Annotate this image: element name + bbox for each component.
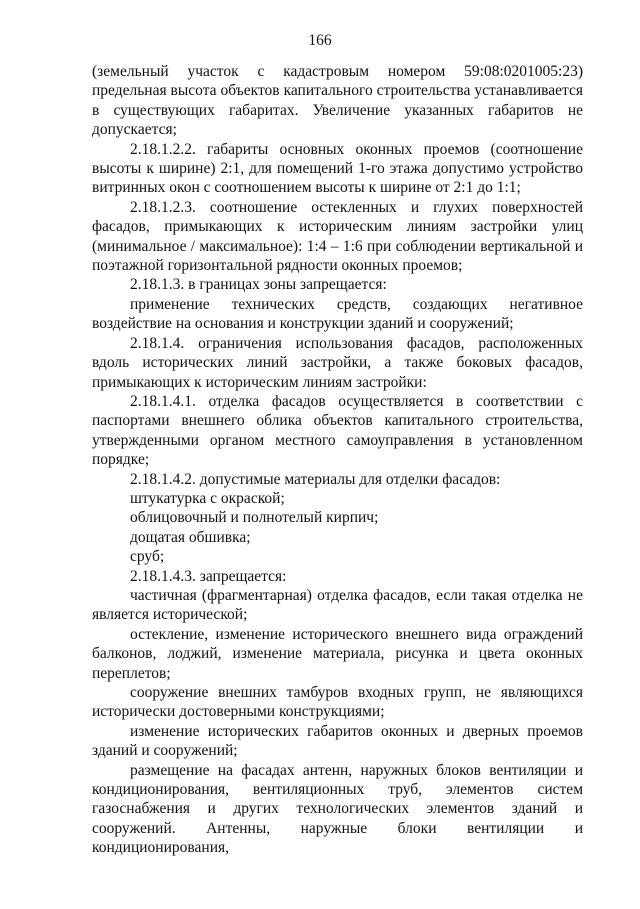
document-body <box>92 62 583 858</box>
list-item: облицовочный и полнотелый кирпич; <box>130 509 379 527</box>
paragraph: 2.18.1.3. в границах зоны запрещается: <box>130 276 387 294</box>
list-item: изменение исторических габаритов оконных и дверных проемов зданий и сооружений; <box>92 722 583 760</box>
paragraph: 2.18.1.4.2. допустимые материалы для отделки фасадов: <box>130 470 501 488</box>
list-item: размещение на фасадах антенн, наружных блоков вентиляции и кондиционирования, вентиляционных труб, элементов систем газоснабжения и других технологических элементов зданий и сооружений. Антенны, наружные блоки вентиляции и кондиционирования, <box>92 761 583 857</box>
paragraph: 2.18.1.2.2. габариты основных оконных проемов (соотношение высоты к ширине) 2:1, для помещений 1-го этажа допустимо устройство витринных окон с соотношением высоты к ширине от 2:1 до 1:1; <box>92 140 583 197</box>
paragraph: 2.18.1.2.3. соотношение остекленных и глухих поверхностей фасадов, примыкающих к историческим линиям застройки улиц (минимальное / максимальное): 1:4 – 1:6 при соблюдении вертикальной и поэтажной горизонтальной рядности оконных проемов; <box>92 198 583 275</box>
page-number: 166 <box>308 32 332 49</box>
list-item: сруб; <box>130 548 165 566</box>
paragraph: 2.18.1.4. ограничения использования фасадов, расположенных вдоль исторических линий застройки, а также боковых фасадов, примыкающих к историческим линиям застройки: <box>92 334 583 391</box>
paragraph: применение технических средств, создающих негативное воздействие на основания и конструкции зданий и сооружений; <box>92 295 583 333</box>
list-item: остекление, изменение исторического внешнего вида ограждений балконов, лоджий, изменение материала, рисунка и цвета оконных переплетов; <box>92 625 583 682</box>
paragraph: 2.18.1.4.3. запрещается: <box>130 567 287 585</box>
list-item: штукатурка с окраской; <box>130 489 285 507</box>
list-item: дощатая обшивка; <box>130 528 251 546</box>
list-item: сооружение внешних тамбуров входных групп, не являющихся исторически достоверными конструкциями; <box>92 684 583 721</box>
paragraph: (земельный участок с кадастровым номером 59:08:0201005:23) предельная высота объектов капитального строительства устанавливается в существующих габаритах. Увеличение указанных габаритов не допускается; <box>92 63 583 139</box>
paragraph: 2.18.1.4.1. отделка фасадов осуществляется в соответствии с паспортами внешнего облика объектов капитального строительства, утвержденными органом местного самоуправления в установленном порядке; <box>92 392 583 469</box>
list-item: частичная (фрагментарная) отделка фасадов, если такая отделка не является исторической; <box>92 586 583 624</box>
